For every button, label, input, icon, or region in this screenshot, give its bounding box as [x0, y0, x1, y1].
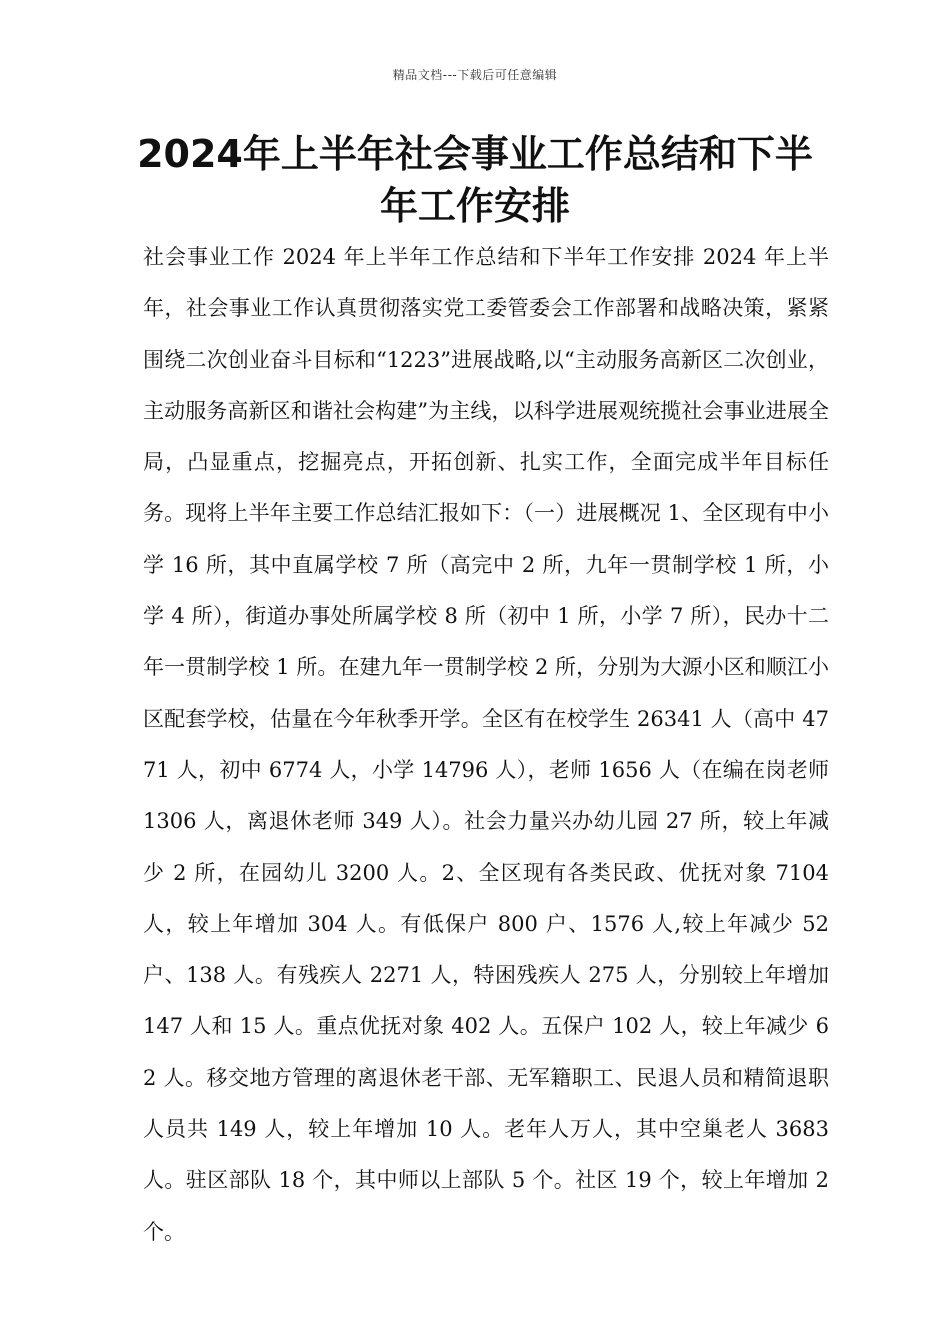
document-body: 社会事业工作 2024 年上半年工作总结和下半年工作安排 2024 年上半年，社会事业工作认真贯彻落实党工委管委会工作部署和战略决策，紧紧围绕二次创业奋斗目标和“1223”进展战略,以“主动服务高新区二次创业，主动服务高新区和谐社会构建”为主线，以科学进展观统揽社会事业进展全局，凸显重点，挖掘亮点，开拓创新、扎实工作，全面完成半年目标任务。现将上半年主要工作总结汇报如下：（一）进展概况 1、全区现有中小学 16 所，其中直属学校 7 所（高完中 2 所，九年一贯制学校 1 所，小学 4 所），街道办事处所属学校 8 所（初中 1 所，小学 7 所），民办十二年一贯制学校 1 所。在建九年一贯制学校 2 所，分别为大源小区和顺江小区配套学校，估量在今年秋季开学。全区有在校学生 26341 人（高中 4771 人，初中 6774 人，小学 14796 人），老师 1656 人（在编在岗老师 1306 人，离退休老师 349 人）。社会力量兴办幼儿园 27 所，较上年减少 2 所，在园幼儿 3200 人。2、全区现有各类民政、优抚对象 7104 人，较上年增加 304 人。有低保户 800 户、1576 人,较上年减少 52 户、138 人。有残疾人 2271 人，特困残疾人 275 人，分别较上年增加 147 人和 15 人。重点优抚对象 402 人。五保户 102 人，较上年减少 62 人。移交地方管理的离退休老干部、无军籍职工、民退人员和精简退职人员共 149 人，较上年增加 10 人。老年人万人，其中空巢老人 3683 人。驻区部队 18 个，其中师以上部队 5 个。社区 19 个，较上年增加 2 个。 [143, 245, 829, 1244]
header-note: 精品文档---下载后可任意编辑 [392, 68, 558, 82]
document-title: 2024年上半年社会事业工作总结和下半年工作安排 [137, 132, 813, 228]
